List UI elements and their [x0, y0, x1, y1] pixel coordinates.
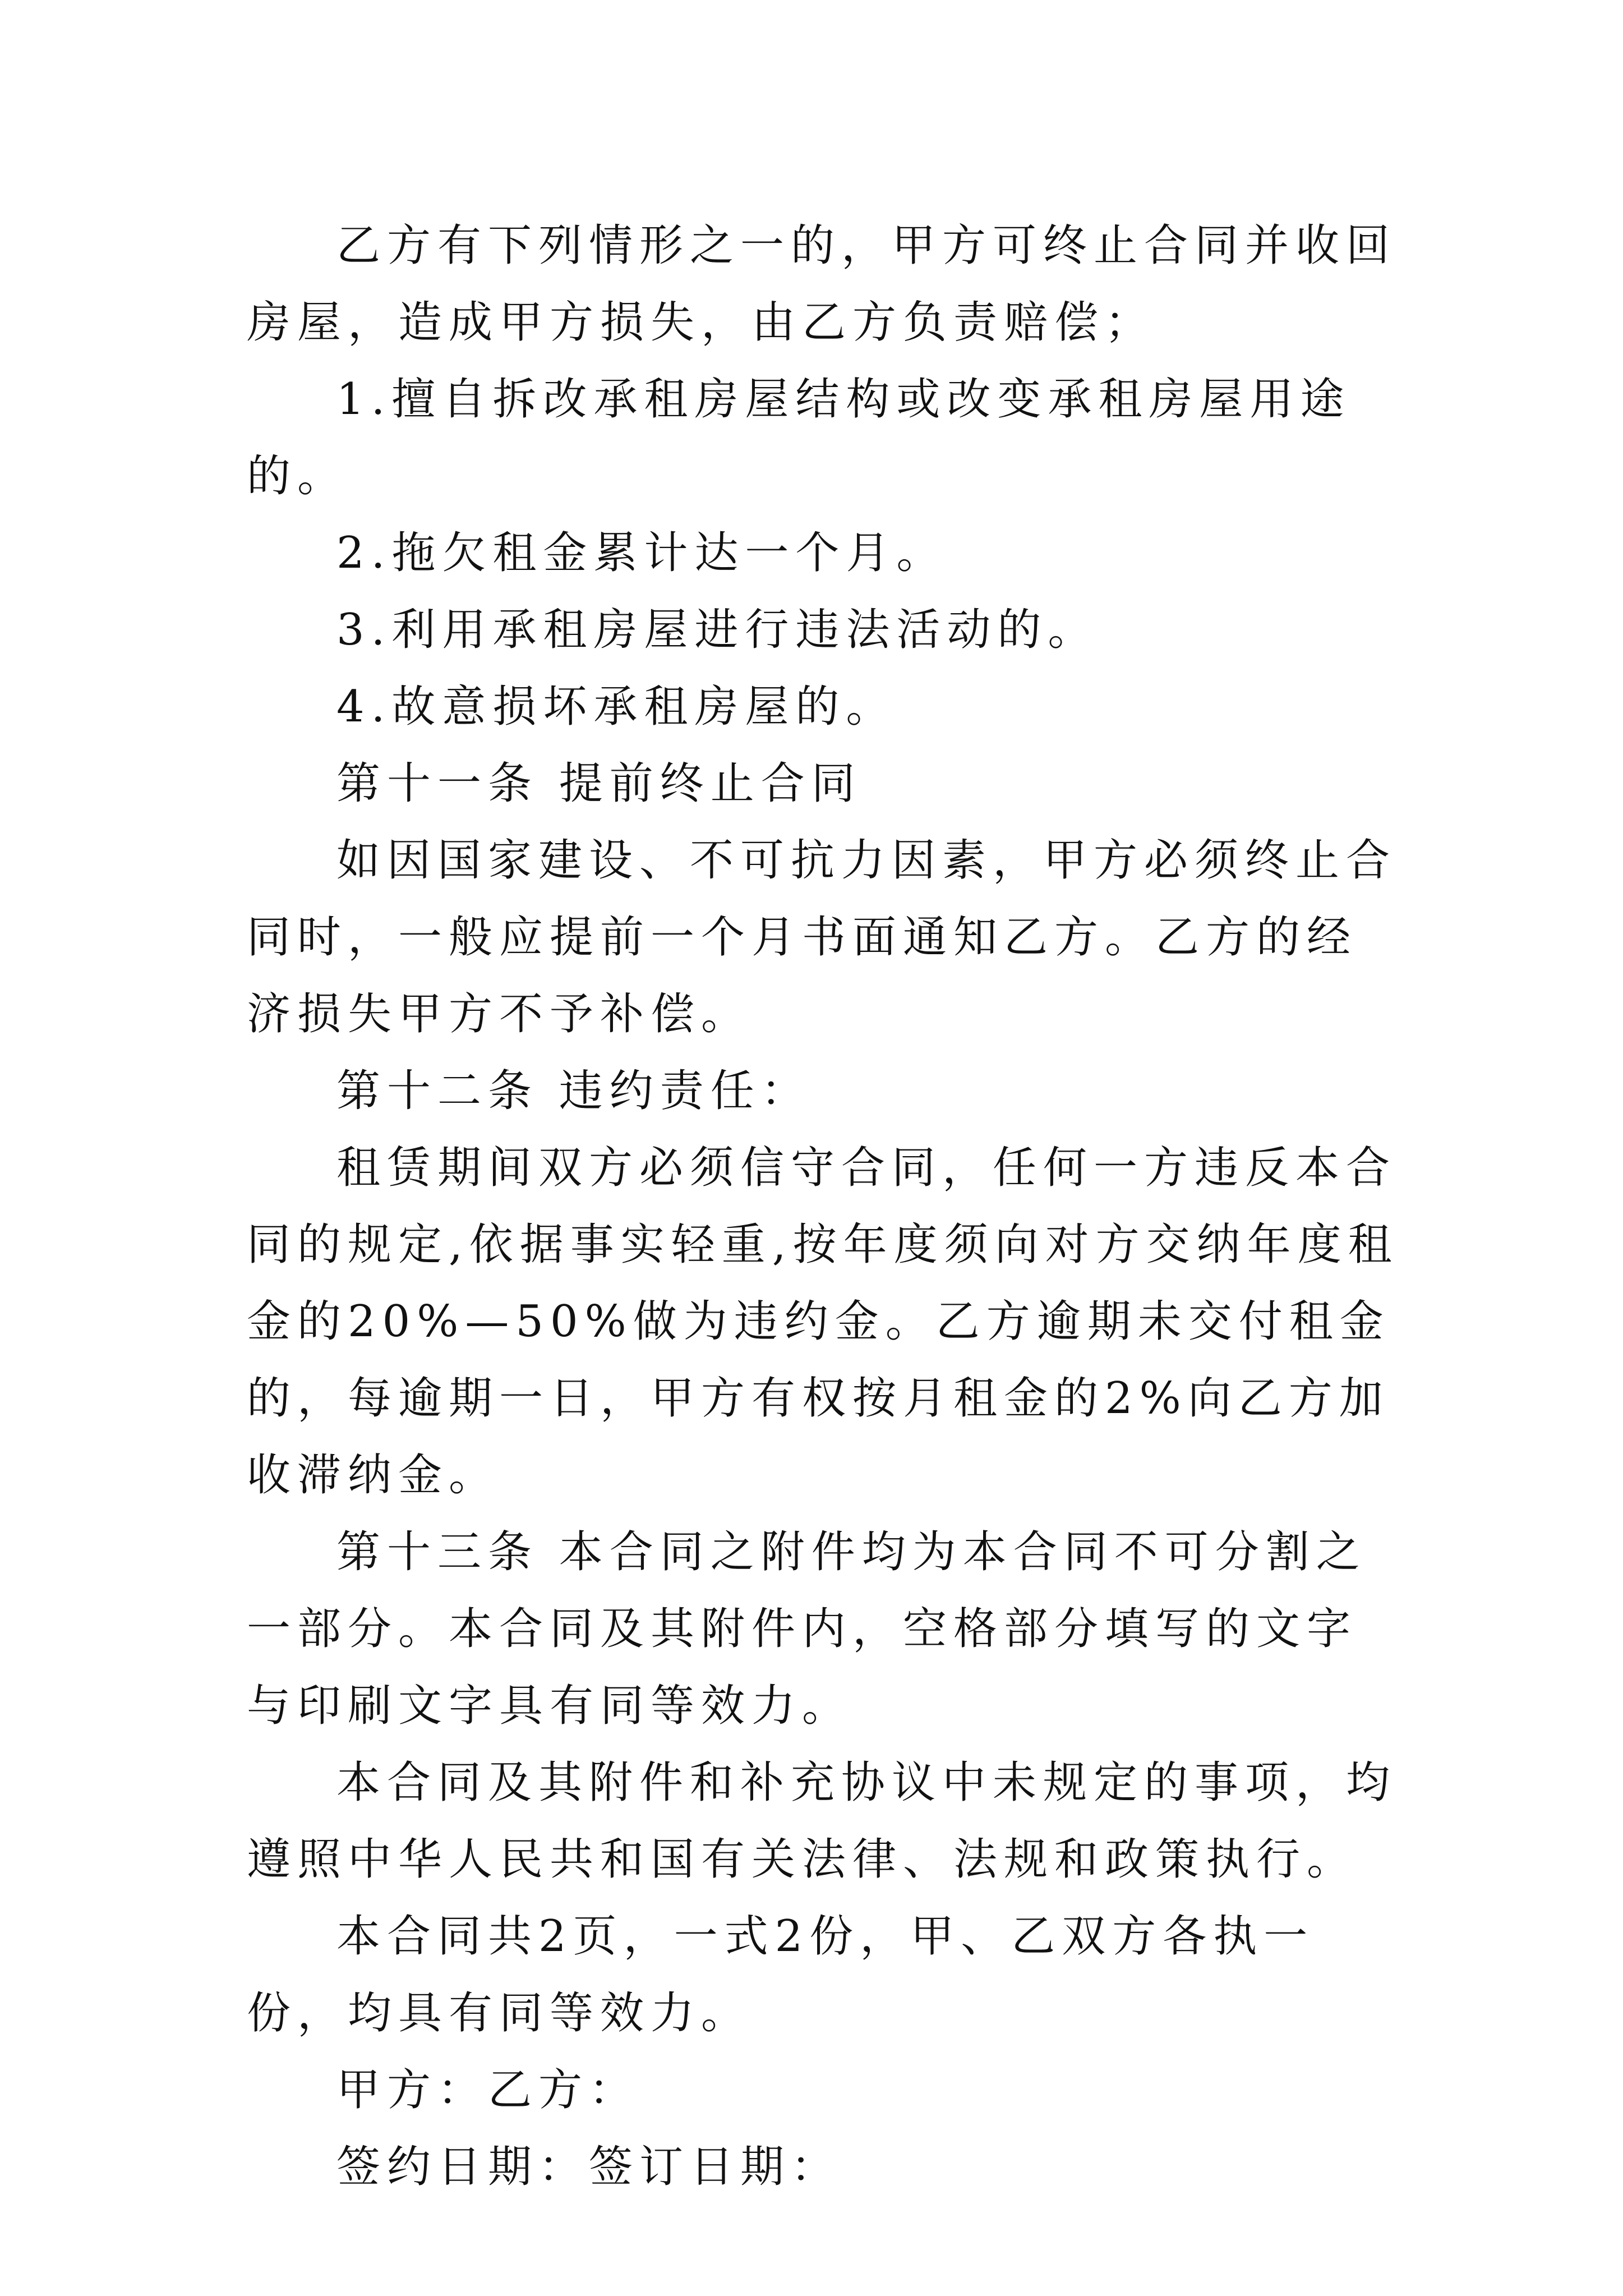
party-signature-line: 甲方：乙方：: [336, 2065, 640, 2115]
paragraph-termination-conditions: 乙方有下列情形之一的，甲方可终止合同并收回房屋，造成甲方损失，由乙方负责赔偿；: [247, 220, 1397, 348]
signing-date-line: 签约日期：签订日期：: [336, 2142, 842, 2192]
list-item-2: 2.拖欠租金累计达一个月。: [336, 528, 947, 578]
list-item-1: 1.擅自拆改承租房屋结构或改变承租房屋用途的。: [247, 374, 1351, 501]
article-11-heading: 第十一条 提前终止合同: [336, 758, 862, 809]
article-11-body: 如因国家建设、不可抗力因素，甲方必须终止合同时，一般应提前一个月书面通知乙方。乙方的经济损失甲方不予补偿。: [247, 835, 1397, 1039]
article-12-body: 租赁期间双方必须信守合同，任何一方违反本合同的规定,依据事实轻重,按年度须向对方交纳年度租金的20%—50%做为违约金。乙方逾期未交付租金的，每逾期一日，甲方有权按月租金的2%向乙方加收滞纳金。: [247, 1143, 1399, 1501]
list-item-3: 3.利用承租房屋进行违法活动的。: [336, 605, 1099, 655]
applicable-law-paragraph: 本合同及其附件和补充协议中未规定的事项，均遵照中华人民共和国有关法律、法规和政策执行。: [247, 1757, 1397, 1885]
article-13-body: 第十三条 本合同之附件均为本合同不可分割之一部分。本合同及其附件内，空格部分填写的文字与印刷文字具有同等效力。: [247, 1527, 1367, 1731]
list-item-4: 4.故意损坏承租房屋的。: [336, 682, 897, 732]
article-12-heading: 第十二条 违约责任：: [336, 1066, 811, 1116]
document-body: [247, 208, 1402, 2206]
copies-paragraph: 本合同共2页，一式2份，甲、乙双方各执一份，均具有同等效力。: [247, 1911, 1315, 2039]
